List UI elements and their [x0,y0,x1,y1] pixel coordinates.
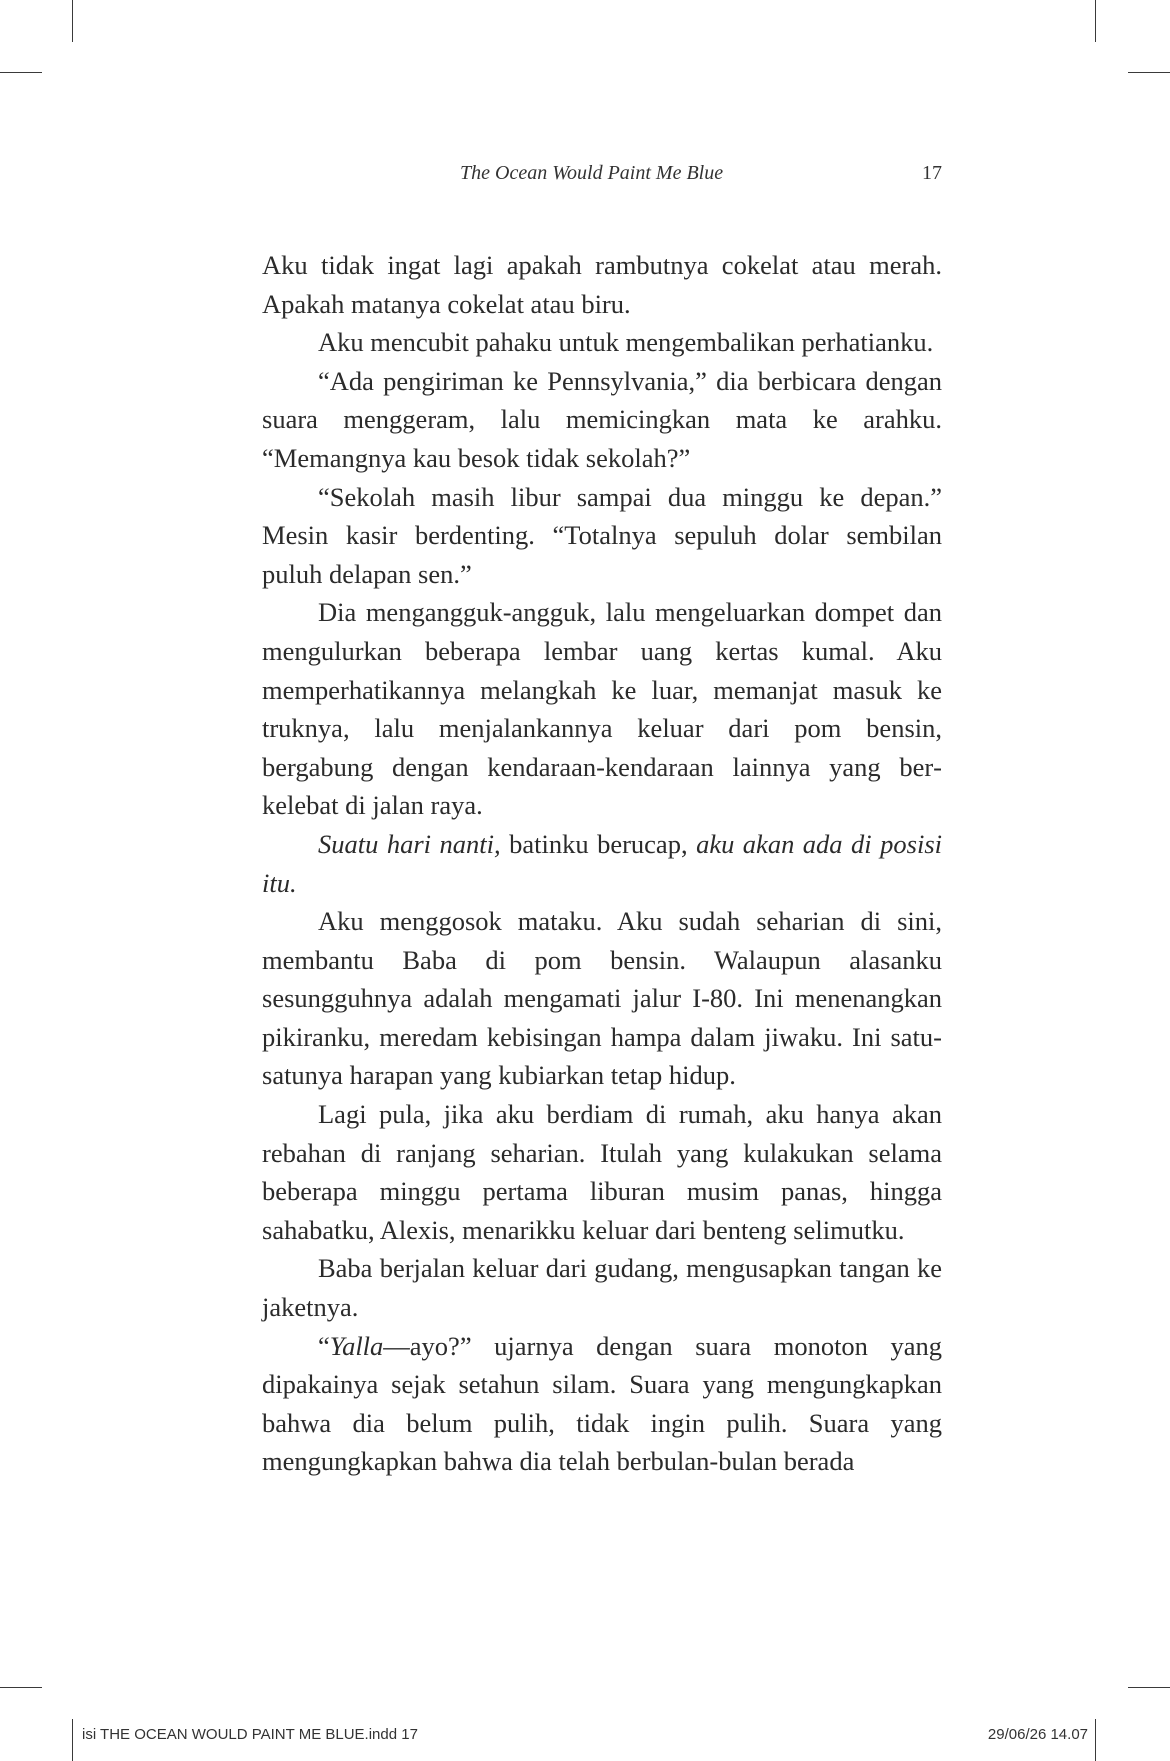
slug-filename: isi THE OCEAN WOULD PAINT ME BLUE.indd 17 [82,1726,418,1743]
italic-text: Suatu hari nanti, [318,828,501,859]
crop-mark [72,1719,73,1761]
italic-text: Yalla [329,1330,384,1361]
crop-mark [1095,0,1096,42]
text-run: —ayo?” ujarnya dengan suara monoton yang dipakainya sejak setahun silam. Suara yang mengungkapkan bahwa dia belum pulih, tidak ingin pulih. Suara yang mengungkapkan bahwa dia telah berbulan-bulan berada [262,1330,942,1477]
paragraph: Dia mengangguk-angguk, lalu mengeluarkan dompet dan mengulurkan beberapa lembar uang kertas kumal. Aku memperhatikannya melangkah ke luar, memanjat masuk ke truknya, lalu menjalankannya keluar dari pom bensin, bergabung dengan kendaraan-kendaraan lainnya yang berkelebat di jalan raya. [262,597,942,821]
paragraph: Aku mencubit pahaku untuk mengembalikan perhatianku. [318,327,934,358]
paragraph: Baba berjalan keluar dari gudang, mengusapkan tangan ke jaketnya. [262,1253,942,1323]
crop-mark [1128,72,1170,73]
paragraph [262,825,942,902]
running-title: The Ocean Would Paint Me Blue [460,162,724,184]
page-number: 17 [922,162,942,184]
crop-mark [0,1687,42,1688]
paragraph: “Sekolah masih libur sampai dua minggu ke depan.” Mesin kasir berdenting. “Totalnya sepuluh dolar sembilan puluh delapan sen.” [262,481,942,589]
paragraph: “Ada pengiriman ke Pennsylvania,” dia berbicara dengan suara menggeram, lalu memicingkan mata ke arahku. “Memangnya kau besok tidak sekolah?” [262,365,942,473]
crop-mark [1095,1719,1096,1761]
paragraph: Aku tidak ingat lagi apakah rambutnya cokelat atau merah. Apakah matanya cokelat atau biru. [262,250,942,319]
crop-mark [1128,1687,1170,1688]
paragraph [262,1327,942,1481]
running-head [262,162,942,192]
paragraph: Lagi pula, jika aku berdiam di rumah, aku hanya akan rebahan di ranjang seharian. Itulah yang kulakukan selama beberapa minggu pertama liburan musim panas, hingga sahabatku, Alexis, menarikku keluar dari benteng selimutku. [262,1099,942,1245]
paragraph: Aku menggosok mataku. Aku sudah seharian di sini, membantu Baba di pom bensin. Walaupun alasanku sesungguhnya adalah mengamati jalur I-80. Ini menenangkan pikiranku, meredam kebisingan hampa dalam jiwaku. Ini satu-satunya harapan yang kubiarkan tetap hidup. [262,906,942,1091]
crop-mark [72,0,73,42]
text-run: batinku berucap, [500,828,697,859]
crop-mark [0,72,42,73]
slug-datetime: 29/06/26 14.07 [987,1726,1088,1743]
text-run: “ [318,1330,330,1361]
italic-text: aku akan ada di posisi itu. [262,828,942,898]
body-text [262,246,942,1481]
